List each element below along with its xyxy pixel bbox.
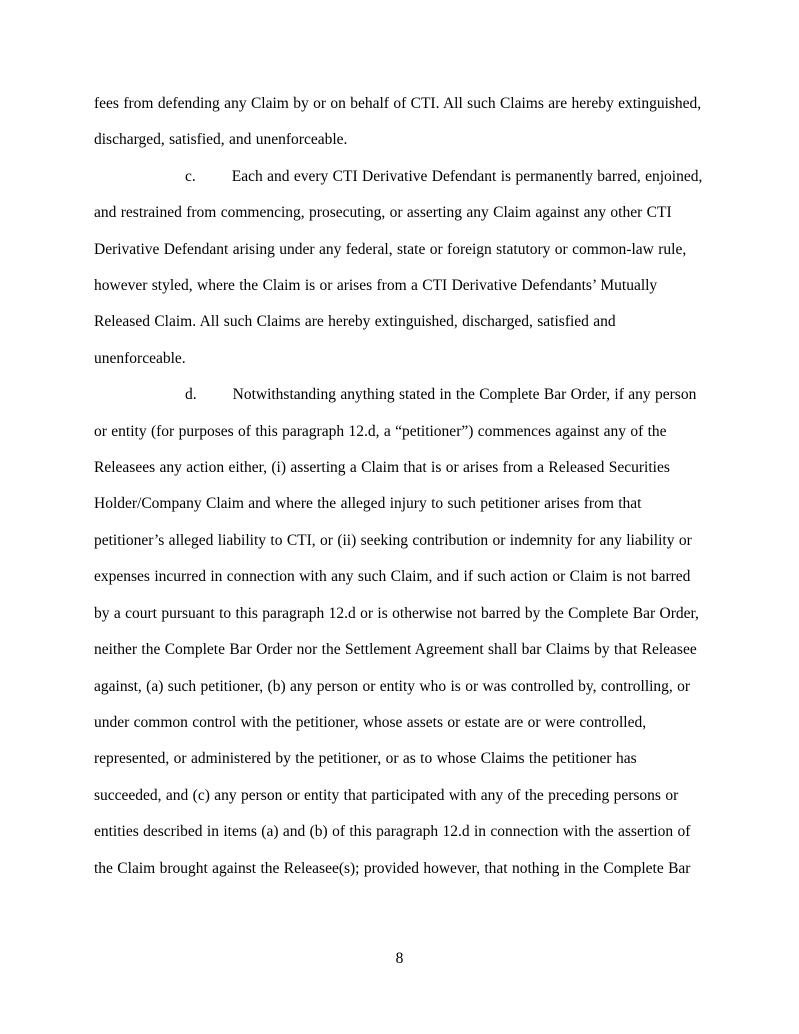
paragraph-c <box>94 159 708 377</box>
paragraph-d <box>94 377 708 887</box>
paragraph-text: Notwithstanding anything stated in the Complete Bar Order, if any person or entity (for purposes of this paragraph 12.d, a “petitioner”) commences against any of the Releasees any action either, (i) asserting a Claim that is or arises from a Released Securities Holder/Company Claim and where the alleged injury to such petitioner arises from that petitioner’s alleged liability to CTI, or (ii) seeking contribution or indemnity for any liability or expenses incurred in connection with any such Claim, and if such action or Claim is not barred by a court pursuant to this paragraph 12.d or is otherwise not barred by the Complete Bar Order, neither the Complete Bar Order nor the Settlement Agreement shall bar Claims by that Releasee against, (a) such petitioner, (b) any person or entity who is or was controlled by, controlling, or under common control with the petitioner, whose assets or estate are or were controlled, represented, or administered by the petitioner, or as to whose Claims the petitioner has succeeded, and (c) any person or entity that participated with any of the preceding persons or entities described in items (a) and (b) of this paragraph 12.d in connection with the assertion of the Claim brought against the Releasee(s); provided however, that nothing in the Complete Bar <box>94 386 699 877</box>
paragraph-label: c. <box>185 167 196 185</box>
page-number: 8 <box>395 950 404 967</box>
paragraph-text: Each and every CTI Derivative Defendant is permanently barred, enjoined, and restrained from commencing, prosecuting, or asserting any Claim against any other CTI Derivative Defendant arising under any federal, state or foreign statutory or common-law rule, however styled, where the Claim is or arises from a CTI Derivative Defendants’ Mutually Released Claim. All such Claims are hereby extinguished, discharged, satisfied and unenforceable. <box>94 167 703 367</box>
document-body <box>94 86 708 887</box>
paragraph-text: fees from defending any Claim by or on behalf of CTI. All such Claims are hereby extinguished, discharged, satisfied, and unenforceable. <box>94 95 702 149</box>
paragraph-continuation <box>94 86 708 159</box>
paragraph-label: d. <box>185 386 197 404</box>
